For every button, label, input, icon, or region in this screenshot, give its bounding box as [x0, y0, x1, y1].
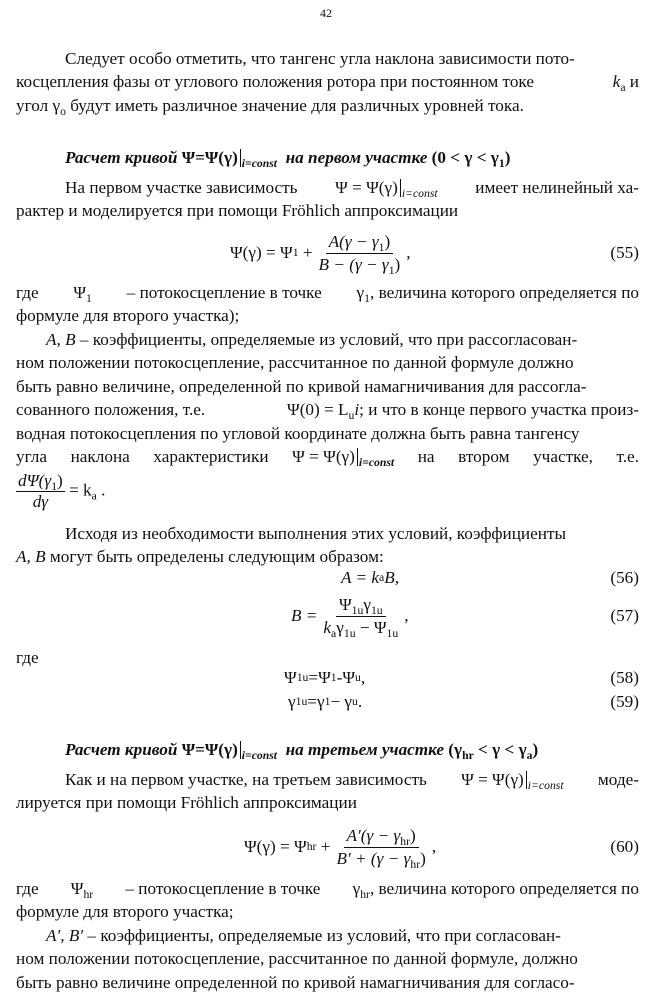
- where-label: где: [16, 648, 39, 667]
- math-inline: Ψ = Ψ(γ) $_{i=const}$: [292, 447, 395, 470]
- equation-number: (60): [610, 837, 639, 857]
- intro-paragraph: [16, 47, 639, 117]
- equation-number: (59): [610, 692, 639, 712]
- math-inline: $\Psi(0) = L_ui$; и что в конце первого участка произ-: [287, 400, 639, 423]
- equation-number: (58): [610, 668, 639, 688]
- math-inline: Ψ = Ψ(γ) $_{i=const}$: [335, 178, 438, 201]
- fraction: $\frac{\Psi_{1u}\gamma_{1u}}{k_a\gamma_{1u} - \Psi_{1u}}$: [323, 594, 399, 640]
- section3-intro: Как и на первом участке, на третьем зависимость Ψ = Ψ(γ) $_{i=const}$ моде- лируется при помощи Fröhlich аппроксимации: [16, 770, 639, 813]
- section-heading-first: Расчет кривой Ψ=Ψ(γ) $_{i=const}$ на первом участке $(0 < \gamma < \gamma_1)$: [65, 148, 511, 171]
- equation-57: B = $\frac{\Psi_{1u}\gamma_{1u}}{k_a\gamma_{1u} - \Psi_{1u}}$ , (57): [16, 589, 639, 643]
- equation-number: (57): [610, 606, 639, 626]
- ab-prime-paragraph: A′, B′ – коэффициенты, определяемые из условий, что при согласован- ном положении потокосцепление, рассчитанное по данной формуле, должно быть равно величине определенной по кривой намагничивания для согласо-: [16, 926, 578, 992]
- math-inline: $\gamma_{hr}$, величина которого определяется по: [352, 879, 639, 902]
- section-heading-third: Расчет кривой Ψ=Ψ(γ) $_{i=const}$ на третьем участке $(\gamma_{hr} < \gamma < \gamma_a)$: [65, 740, 539, 763]
- definition-psi1: где $\Psi_1$ – потокосцепление в точке $\gamma_1$, величина которого определяется по формуле для второго участка);: [16, 283, 639, 326]
- math-inline: $k_a$ и: [612, 72, 639, 95]
- coefficients-intro: Исходя из необходимости выполнения этих условий, коэффициенты A, B могут быть определены следующим образом:: [16, 524, 567, 567]
- ab-coefficients-paragraph: A, B – коэффициенты, определяемые из условий, что при рассогласован- ном положении потокосцепление, рассчитанное по данной формуле должно быть равно величине, определенной по кривой намагничивания для рассогла- сованного положения, т.е. $\Psi(0) = L_ui$; и что в конце первого участка произ- водная потокосцепления по угловой координате должна быть равна тангенсу угла наклона характеристики Ψ = Ψ(γ) $_{i=const}$ на втором участке, т.е.: [16, 330, 639, 470]
- fraction: $\frac{d\Psi(\gamma_1)}{d\gamma}$: [18, 471, 63, 511]
- fraction: $\frac{A(\gamma - \gamma_1)}{B - (\gamma - \gamma_1)}$: [318, 231, 401, 277]
- equation-55: Ψ(γ) = Ψ 1 + $\frac{A(\gamma - \gamma_1)}{B - (\gamma - \gamma_1)}$ , (55): [16, 226, 639, 280]
- equation-number: (55): [610, 243, 639, 263]
- text-line: косцепления фазы от углового положения ротора при постоянном токе $k_a$ и: [16, 72, 639, 95]
- text-line: На первом участке зависимость Ψ = Ψ(γ) $_{i=const}$ имеет нелинейный ха-: [65, 178, 639, 201]
- math-inline: Ψ = Ψ(γ) $_{i=const}$: [461, 770, 564, 793]
- page-number: 42: [320, 6, 332, 20]
- equation-56: A = k a B, (56): [16, 565, 639, 591]
- equation-number: (56): [610, 568, 639, 588]
- definition-psi-hr: где $\Psi_{hr}$ – потокосцепление в точке $\gamma_{hr}$, величина которого определяется по формуле для второго участка;: [16, 879, 639, 922]
- equation-60: Ψ(γ) = Ψ hr + $\frac{A'(\gamma - \gamma_{hr})}{B' + (\gamma - \gamma_{hr})}$ , (60): [16, 820, 639, 874]
- text-line: угол $\gamma_o$ будут иметь различное значение для различных уровней тока.: [16, 95, 524, 118]
- text-line: рактер и моделируется при помощи Fröhlich аппроксимации: [16, 201, 459, 221]
- text-line: Следует особо отметить, что тангенс угла наклона зависимости пото-: [65, 49, 575, 68]
- math-inline: $\Psi_1$: [73, 283, 92, 306]
- equation-58: Ψ 1u =Ψ 1 -Ψ u , (58): [16, 665, 639, 691]
- section1-intro: [16, 176, 639, 223]
- math-inline: $\Psi_{hr}$: [70, 879, 94, 902]
- derivative-condition: $\frac{d\Psi(\gamma_1)}{d\gamma}$ = $k_a$ .: [18, 471, 106, 511]
- math-inline: $\gamma_o$: [52, 95, 66, 118]
- math-inline: $\gamma_1$, величина которого определяется по: [356, 283, 639, 306]
- equation-59: γ 1u =γ 1 − γ u . (59): [16, 689, 639, 715]
- fraction: $\frac{A'(\gamma - \gamma_{hr})}{B' + (\gamma - \gamma_{hr})}$: [336, 825, 426, 871]
